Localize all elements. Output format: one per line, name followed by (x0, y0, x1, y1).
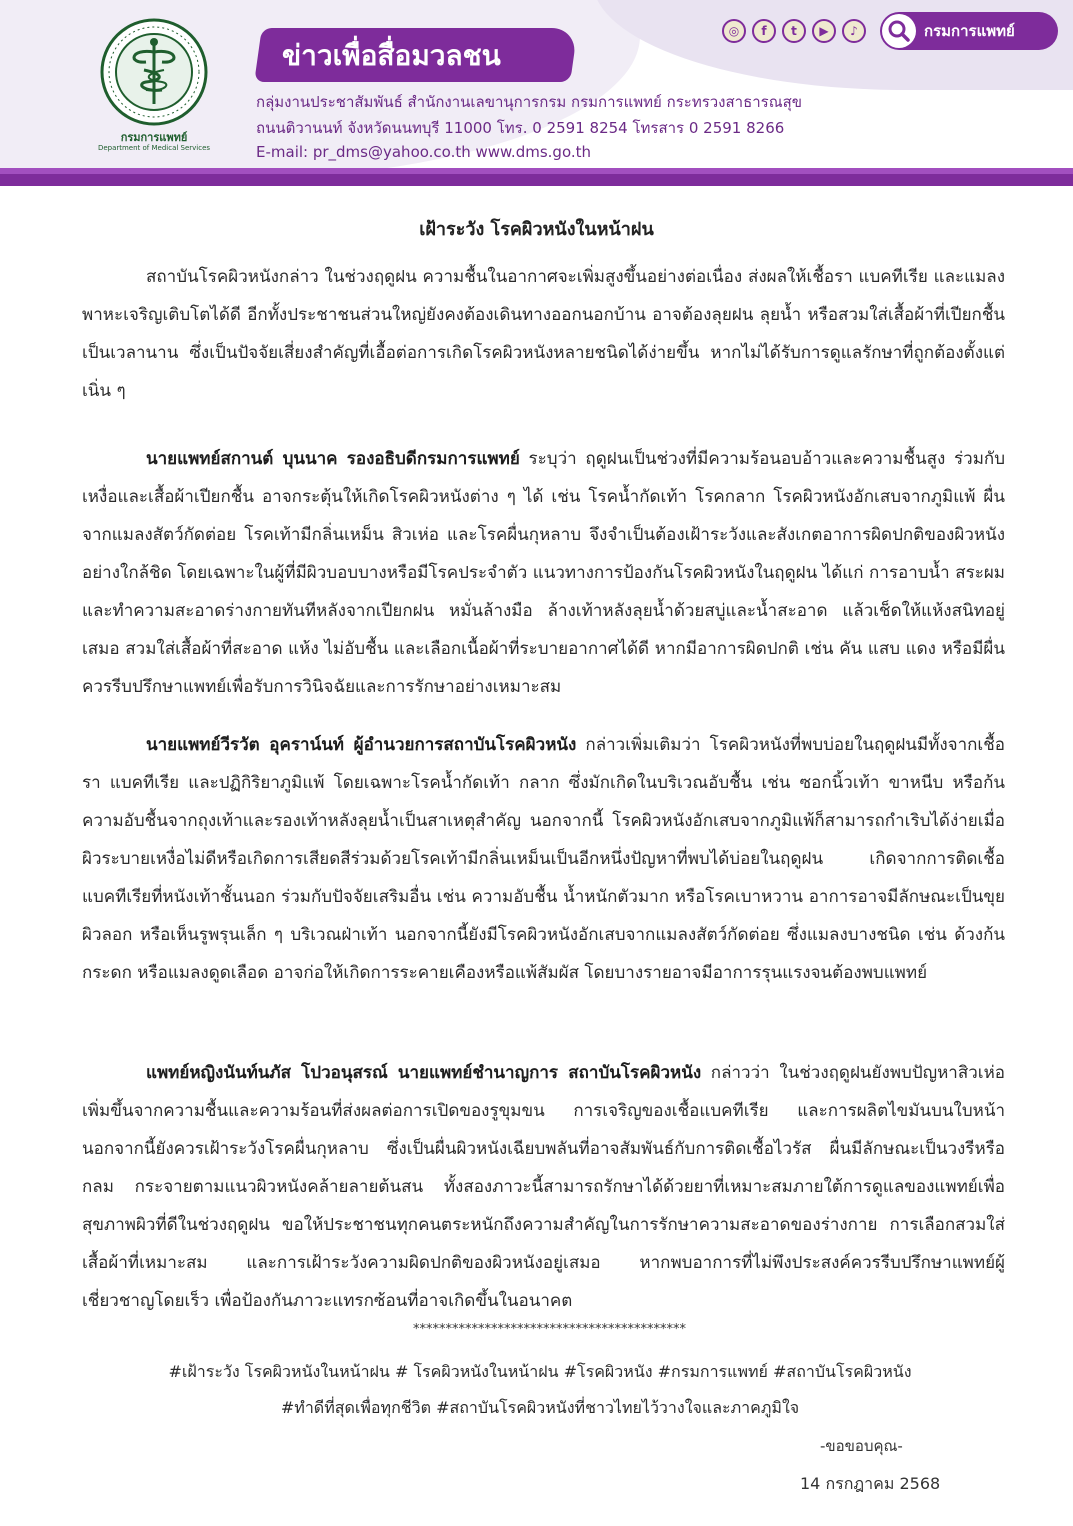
article-paragraph-4 (82, 1054, 1005, 1320)
search-icon[interactable] (882, 14, 916, 48)
release-date: 14 กรกฎาคม 2568 (800, 1474, 941, 1493)
instagram-icon[interactable]: ◎ (722, 19, 746, 43)
paragraph-body: กล่าวเพิ่มเติมว่า โรคผิวหนังที่พบบ่อยในฤดูฝนมีทั้งจากเชื้อรา แบคทีเรีย และปฏิกิริยาภูมิแพ้ โดยเฉพาะโรคน้ำกัดเท้า กลาก ซึ่งมักเกิดในบริเวณอับชื้น เช่น ซอกนิ้วเท้า ขาหนีบ หรือก้น ความอับชื้นจากถุงเท้าและรองเท้าหลังลุยน้ำเป็นสาเหตุสำคัญ นอกจากนี้ โรคผิวหนังอักเสบจากภูมิแพ้ก็สามารถกำเริบได้ง่ายเมื่อผิวระบายเหงื่อไม่ดีหรือเกิดการเสียดสีร่วมด้วยโรคเท้ามีกลิ่นเหม็นเป็นอีกหนึ่งปัญหาที่พบได้บ่อยในฤดูฝน เกิดจากการติดเชื้อแบคทีเรียที่หนังเท้าชั้นนอก ร่วมกับปัจจัยเสริมอื่น เช่น ความอับชื้น น้ำหนักตัวมาก หรือโรคเบาหวาน อาการอาจมีลักษณะเป็นขุย ผิวลอก หรือเห็นรูพรุนเล็ก ๆ บริเวณฝ่าเท้า นอกจากนี้ยังมีโรคผิวหนังอักเสบจากแมลงสัตว์กัดต่อย ซึ่งแมลงบางชนิด เช่น ด้วงก้นกระดก หรือแมลงดูดเลือด อาจก่อให้เกิดการระคายเคืองหรือแพ้สัมผัส โดยบางรายอาจมีอาการรุนแรงจนต้องพบแพทย์ (82, 735, 1005, 983)
paragraph-body: กล่าวว่า ในช่วงฤดูฝนยังพบปัญหาสิวเห่อเพิ่มขึ้นจากความชื้นและความร้อนที่ส่งผลต่อการเปิดของรูขุมขน การเจริญของเชื้อแบคทีเรีย และการผลิตไขมันบนใบหน้า นอกจากนี้ยังควรเฝ้าระวังโรคผื่นกุหลาบ ซึ่งเป็นผื่นผิวหนังเฉียบพลันที่อาจสัมพันธ์กับการติดเชื้อไวรัส ผื่นมีลักษณะเป็นวงรีหรือกลม กระจายตามแนวผิวหนังคล้ายลายต้นสน ทั้งสองภาวะนี้สามารถรักษาได้ด้วยยาที่เหมาะสมภายใต้การดูแลของแพทย์เพื่อสุขภาพผิวที่ดีในช่วงฤดูฝน ขอให้ประชาชนทุกคนตระหนักถึงความสำคัญในการรักษาความสะอาดของร่างกาย การเลือกสวมใส่เสื้อผ้าที่เหมาะสม และการเฝ้าระวังความผิดปกติของผิวหนังอยู่เสมอ หากพบอาการที่ไม่พึงประสงค์ควรรีบปรึกษาแพทย์ผู้เชี่ยวชาญโดยเร็ว เพื่อป้องกันภาวะแทรกซ้อนที่อาจเกิดขึ้นในอนาคต (82, 1063, 1005, 1311)
speaker-name: แพทย์หญิงนันท์นภัส โปวอนุสรณ์ นายแพทย์ชำนาญการ สถาบันโรคผิวหนัง (146, 1063, 702, 1083)
speaker-name: นายแพทย์สกานต์ บุนนาค รองอธิบดีกรมการแพทย์ (146, 449, 520, 469)
hashtags-line-2: #ทำดีที่สุดเพื่อทุกชีวิต #สถาบันโรคผิวหนังที่ชาวไทยไว้วางใจและภาคภูมิใจ (280, 1398, 800, 1417)
logo-org-name-thai: กรมการแพทย์ (120, 131, 188, 144)
contact-phone-line: ถนนติวานนท์ จังหวัดนนทบุรี 11000 โทร. 0 2591 8254 โทรสาร 0 2591 8266 (256, 119, 785, 137)
facebook-icon[interactable]: f (752, 19, 776, 43)
article-paragraph-3 (82, 726, 1005, 992)
press-banner-title: ข่าวเพื่อสื่อมวลชน (282, 39, 501, 72)
header (0, 0, 1073, 186)
youtube-icon[interactable]: ▶ (812, 19, 836, 43)
separator-line: ****************************************** (413, 1322, 686, 1337)
contact-address-line: กลุ่มงานประชาสัมพันธ์ สำนักงานเลขานุการกรม กรมการแพทย์ กระทรวงสาธารณสุข (256, 93, 803, 111)
logo-org-name-english: Department of Medical Services (97, 144, 211, 152)
search-label[interactable]: กรมการแพทย์ (924, 22, 1015, 40)
twitter-icon[interactable]: t (782, 19, 806, 43)
article-title: เฝ้าระวัง โรคผิวหนังในหน้าฝน (419, 219, 654, 240)
thanks-note: -ขอขอบคุณ- (820, 1437, 903, 1455)
article-paragraph-1: สถาบันโรคผิวหนังกล่าว ในช่วงฤดูฝน ความชื้นในอากาศจะเพิ่มสูงขึ้นอย่างต่อเนื่อง ส่งผลให้เชื้อรา แบคทีเรีย และแมลงพาหะเจริญเติบโตได้ดี อีกทั้งประชาชนส่วนใหญ่ยังคงต้องเดินทางออกนอกบ้าน อาจต้องลุยฝน ลุยน้ำ หรือสวมใส่เสื้อผ้าที่เปียกชื้นเป็นเวลานาน ซึ่งเป็นปัจจัยเสี่ยงสำคัญที่เอื้อต่อการเกิดโรคผิวหนังหลายชนิดได้ง่ายขึ้น หากไม่ได้รับการดูแลรักษาที่ถูกต้องตั้งแต่เนิ่น ๆ (82, 267, 1005, 401)
article-paragraph-2 (82, 440, 1005, 706)
tiktok-icon[interactable]: ♪ (842, 19, 866, 43)
hashtags-line-1: #เฝ้าระวัง โรคผิวหนังในหน้าฝน # โรคผิวหนังในหน้าฝน #โรคผิวหนัง #กรมการแพทย์ #สถาบันโรคผิวหนัง (168, 1362, 912, 1381)
contact-email-line: E-mail: pr_dms@yahoo.co.th www.dms.go.th (256, 143, 592, 161)
header-bottom-bar (0, 174, 1073, 186)
speaker-name: นายแพทย์วีรวัต อุคราน์นท์ ผู้อำนวยการสถาบันโรคผิวหนัง (146, 735, 577, 755)
ministry-logo-icon (100, 18, 208, 126)
paragraph-body: ระบุว่า ฤดูฝนเป็นช่วงที่มีความร้อนอบอ้าวและความชื้นสูง ร่วมกับเหงื่อและเสื้อผ้าเปียกชื้น อาจกระตุ้นให้เกิดโรคผิวหนังต่าง ๆ ได้ เช่น โรคน้ำกัดเท้า โรคกลาก โรคผิวหนังอักเสบจากภูมิแพ้ ผื่นจากแมลงสัตว์กัดต่อย โรคเท้ามีกลิ่นเหม็น สิวเห่อ และโรคผื่นกุหลาบ จึงจำเป็นต้องเฝ้าระวังและสังเกตอาการผิดปกติของผิวหนังอย่างใกล้ชิด โดยเฉพาะในผู้ที่มีผิวบอบบางหรือมีโรคประจำตัว แนวทางการป้องกันโรคผิวหนังในฤดูฝน ได้แก่ การอาบน้ำ สระผม และทำความสะอาดร่างกายทันทีหลังจากเปียกฝน หมั่นล้างมือ ล้างเท้าหลังลุยน้ำด้วยสบู่และน้ำสะอาด แล้วเช็ดให้แห้งสนิทอยู่เสมอ สวมใส่เสื้อผ้าที่สะอาด แห้ง ไม่อับชื้น และเลือกเนื้อผ้าที่ระบายอากาศได้ดี หากมีอาการผิดปกติ เช่น คัน แสบ แดง หรือมีผื่น ควรรีบปรึกษาแพทย์เพื่อรับการวินิจฉัยและการรักษาอย่างเหมาะสม (82, 449, 1005, 697)
